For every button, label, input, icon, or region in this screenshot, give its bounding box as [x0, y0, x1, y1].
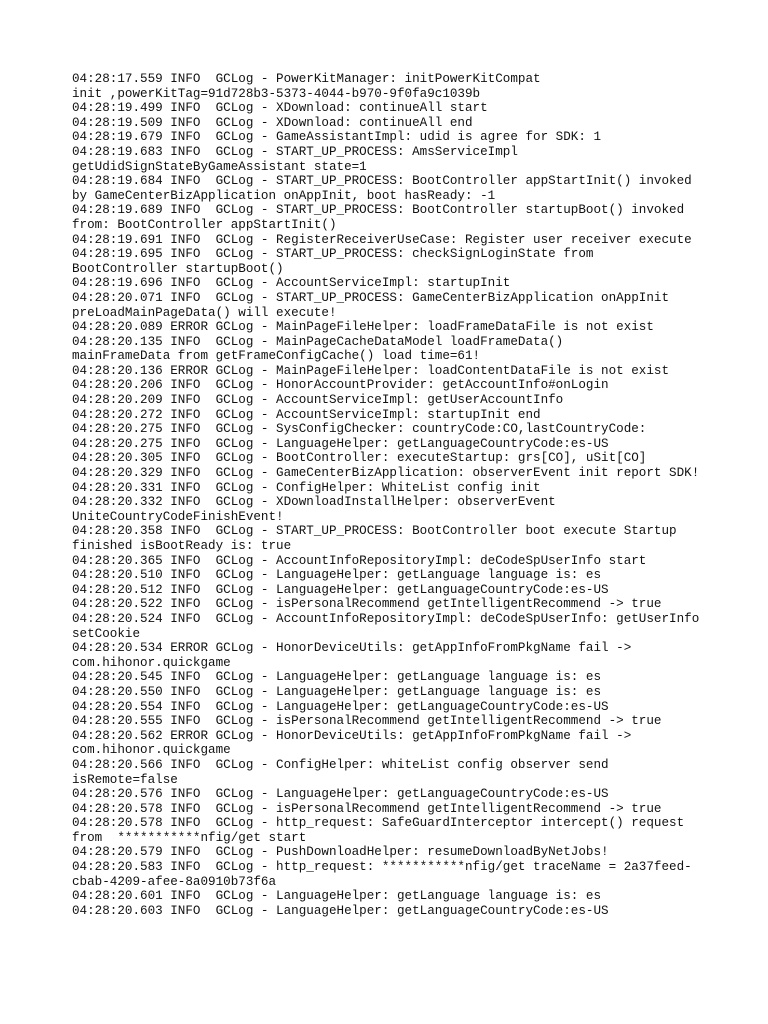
log-line: by GameCenterBizApplication onAppInit, boot hasReady: -1 [72, 188, 496, 203]
log-line: 04:28:19.689 INFO GCLog - START_UP_PROCESS: BootController startupBoot() invoked [72, 203, 685, 218]
log-line: cbab-4209-afee-8a0910b73f6a [72, 874, 277, 889]
log-line: 04:28:20.545 INFO GCLog - LanguageHelper: getLanguage language is: es [72, 670, 602, 685]
log-line: 04:28:20.332 INFO GCLog - XDownloadInstallHelper: observerEvent [72, 495, 556, 510]
log-line: 04:28:20.331 INFO GCLog - ConfigHelper: WhiteList config init [72, 480, 541, 495]
log-line: 04:28:19.691 INFO GCLog - RegisterReceiverUseCase: Register user receiver execute [72, 232, 692, 247]
log-line: 04:28:20.135 INFO GCLog - MainPageCacheDataModel loadFrameData() [72, 334, 564, 349]
log-line: 04:28:20.601 INFO GCLog - LanguageHelper: getLanguage language is: es [72, 889, 602, 904]
log-line: com.hihonor.quickgame [72, 743, 231, 758]
log-line: 04:28:20.578 INFO GCLog - http_request: SafeGuardInterceptor intercept() request [72, 816, 685, 831]
log-line: 04:28:20.576 INFO GCLog - LanguageHelper: getLanguageCountryCode:es-US [72, 787, 609, 802]
log-line: 04:28:20.510 INFO GCLog - LanguageHelper: getLanguage language is: es [72, 568, 602, 583]
log-line: 04:28:19.683 INFO GCLog - START_UP_PROCESS: AmsServiceImpl [72, 144, 518, 159]
log-line: 04:28:20.305 INFO GCLog - BootController: executeStartup: grs[CO], uSit[CO] [72, 451, 647, 466]
log-line: preLoadMainPageData() will execute! [72, 305, 337, 320]
log-line: from: BootController appStartInit() [72, 217, 337, 232]
log-line: 04:28:20.329 INFO GCLog - GameCenterBizApplication: observerEvent init report SDK! [72, 466, 700, 481]
log-line: 04:28:20.365 INFO GCLog - AccountInfoRepositoryImpl: deCodeSpUserInfo start [72, 553, 647, 568]
log-line: 04:28:20.275 INFO GCLog - LanguageHelper: getLanguageCountryCode:es-US [72, 436, 609, 451]
log-line: 04:28:20.534 ERROR GCLog - HonorDeviceUtils: getAppInfoFromPkgName fail -> [72, 641, 632, 656]
log-line: 04:28:20.522 INFO GCLog - isPersonalRecommend getIntelligentRecommend -> true [72, 597, 662, 612]
log-line: setCookie [72, 626, 141, 641]
log-line: from ***********nfig/get start [72, 830, 307, 845]
log-line: 04:28:20.579 INFO GCLog - PushDownloadHelper: resumeDownloadByNetJobs! [72, 845, 609, 860]
log-line: 04:28:19.679 INFO GCLog - GameAssistantImpl: udid is agree for SDK: 1 [72, 130, 602, 145]
log-line: init ,powerKitTag=91d728b3-5373-4044-b970-9f0fa9c1039b [72, 86, 481, 101]
log-line: 04:28:20.583 INFO GCLog - http_request: ***********nfig/get traceName = 2a37feed- [72, 860, 692, 875]
log-line: BootController startupBoot() [72, 261, 284, 276]
log-line: 04:28:20.554 INFO GCLog - LanguageHelper: getLanguageCountryCode:es-US [72, 699, 609, 714]
log-line: getUdidSignStateByGameAssistant state=1 [72, 159, 367, 174]
log-line: 04:28:20.206 INFO GCLog - HonorAccountProvider: getAccountInfo#onLogin [72, 378, 609, 393]
log-line: com.hihonor.quickgame [72, 655, 231, 670]
log-line: 04:28:17.559 INFO GCLog - PowerKitManager: initPowerKitCompat [72, 72, 541, 86]
log-line: 04:28:20.512 INFO GCLog - LanguageHelper: getLanguageCountryCode:es-US [72, 582, 609, 597]
log-line: 04:28:20.603 INFO GCLog - LanguageHelper: getLanguageCountryCode:es-US [72, 903, 609, 918]
log-line: 04:28:19.695 INFO GCLog - START_UP_PROCESS: checkSignLoginState from [72, 247, 594, 262]
log-line: 04:28:19.509 INFO GCLog - XDownload: continueAll end [72, 115, 473, 130]
log-line: 04:28:20.358 INFO GCLog - START_UP_PROCESS: BootController boot execute Startup [72, 524, 677, 539]
log-document [72, 72, 712, 918]
log-line: 04:28:19.696 INFO GCLog - AccountServiceImpl: startupInit [72, 276, 511, 291]
log-line: 04:28:20.524 INFO GCLog - AccountInfoRepositoryImpl: deCodeSpUserInfo: getUserInfo [72, 611, 700, 626]
log-line: 04:28:20.550 INFO GCLog - LanguageHelper: getLanguage language is: es [72, 684, 602, 699]
log-line: 04:28:20.566 INFO GCLog - ConfigHelper: whiteList config observer send [72, 757, 609, 772]
log-line: UniteCountryCodeFinishEvent! [72, 509, 284, 524]
log-line: 04:28:19.684 INFO GCLog - START_UP_PROCESS: BootController appStartInit() invoked [72, 174, 692, 189]
log-line: 04:28:20.578 INFO GCLog - isPersonalRecommend getIntelligentRecommend -> true [72, 801, 662, 816]
log-line: 04:28:20.136 ERROR GCLog - MainPageFileHelper: loadContentDataFile is not exist [72, 363, 670, 378]
log-line: 04:28:20.209 INFO GCLog - AccountServiceImpl: getUserAccountInfo [72, 393, 564, 408]
log-line: 04:28:19.499 INFO GCLog - XDownload: continueAll start [72, 101, 488, 116]
log-line: 04:28:20.555 INFO GCLog - isPersonalRecommend getIntelligentRecommend -> true [72, 714, 662, 729]
log-line: 04:28:20.562 ERROR GCLog - HonorDeviceUtils: getAppInfoFromPkgName fail -> [72, 728, 632, 743]
log-line: 04:28:20.275 INFO GCLog - SysConfigChecker: countryCode:CO,lastCountryCode: [72, 422, 647, 437]
log-line: 04:28:20.071 INFO GCLog - START_UP_PROCESS: GameCenterBizApplication onAppInit [72, 290, 670, 305]
log-line: isRemote=false [72, 772, 178, 787]
log-line: 04:28:20.272 INFO GCLog - AccountServiceImpl: startupInit end [72, 407, 541, 422]
log-line: 04:28:20.089 ERROR GCLog - MainPageFileHelper: loadFrameDataFile is not exist [72, 320, 654, 335]
log-line: finished isBootReady is: true [72, 539, 292, 553]
log-line: mainFrameData from getFrameConfigCache() load time=61! [72, 349, 481, 364]
